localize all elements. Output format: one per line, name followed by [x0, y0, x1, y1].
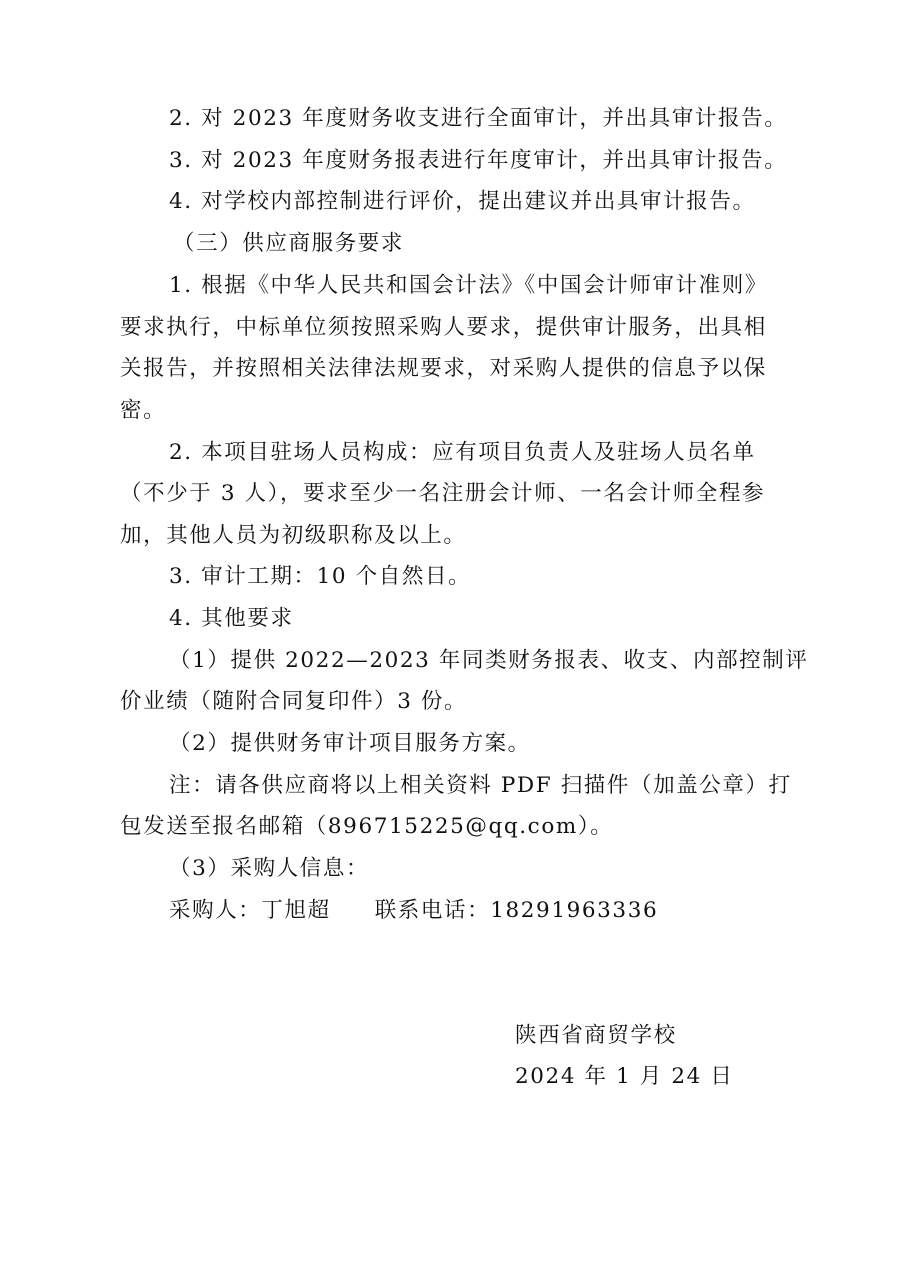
section-heading: （三）供应商服务要求 — [173, 231, 405, 256]
other-requirement-1-line-2: 价业绩（随附合同复印件）3 份。 — [120, 689, 468, 714]
note-line-2: 包发送至报名邮箱（896715225@qq.com）。 — [120, 814, 614, 839]
purchaser-info-line — [169, 895, 658, 927]
requirement-2-line-1: 2. 本项目驻场人员构成：应有项目负责人及驻场人员名单 — [169, 440, 756, 465]
requirement-1-line-4: 密。 — [120, 398, 167, 423]
signature-organization: 陕西省商贸学校 — [515, 1023, 677, 1048]
audit-item-2: 2. 对 2023 年度财务收支进行全面审计，并出具审计报告。 — [169, 106, 788, 131]
requirement-1-line-3: 关报告，并按照相关法律法规要求，对采购人提供的信息予以保 — [120, 356, 767, 381]
audit-item-4: 4. 对学校内部控制进行评价，提出建议并出具审计报告。 — [169, 189, 756, 214]
purchaser-name: 采购人：丁旭超 — [169, 898, 331, 923]
other-requirement-2: （2）提供财务审计项目服务方案。 — [169, 731, 531, 756]
other-requirement-1-line-1: （1）提供 2022—2023 年同类财务报表、收支、内部控制评 — [169, 648, 809, 673]
signature-date: 2024 年 1 月 24 日 — [515, 1064, 734, 1089]
audit-item-3: 3. 对 2023 年度财务报表进行年度审计，并出具审计报告。 — [169, 148, 788, 173]
requirement-1-line-1: 1. 根据《中华人民共和国会计法》《中国会计师审计准则》 — [169, 273, 768, 298]
other-requirement-3: （3）采购人信息： — [169, 856, 370, 881]
requirement-2-line-2: （不少于 3 人），要求至少一名注册会计师、一名会计师全程参 — [120, 481, 766, 506]
note-line-1: 注：请各供应商将以上相关资料 PDF 扫描件（加盖公章）打 — [169, 773, 792, 798]
requirement-2-line-3: 加，其他人员为初级职称及以上。 — [120, 523, 467, 548]
requirement-1-line-2: 要求执行，中标单位须按照采购人要求，提供审计服务，出具相 — [120, 315, 767, 340]
requirement-4: 4. 其他要求 — [169, 606, 294, 631]
purchaser-phone: 联系电话：18291963336 — [374, 898, 659, 923]
requirement-3: 3. 审计工期：10 个自然日。 — [169, 564, 472, 589]
